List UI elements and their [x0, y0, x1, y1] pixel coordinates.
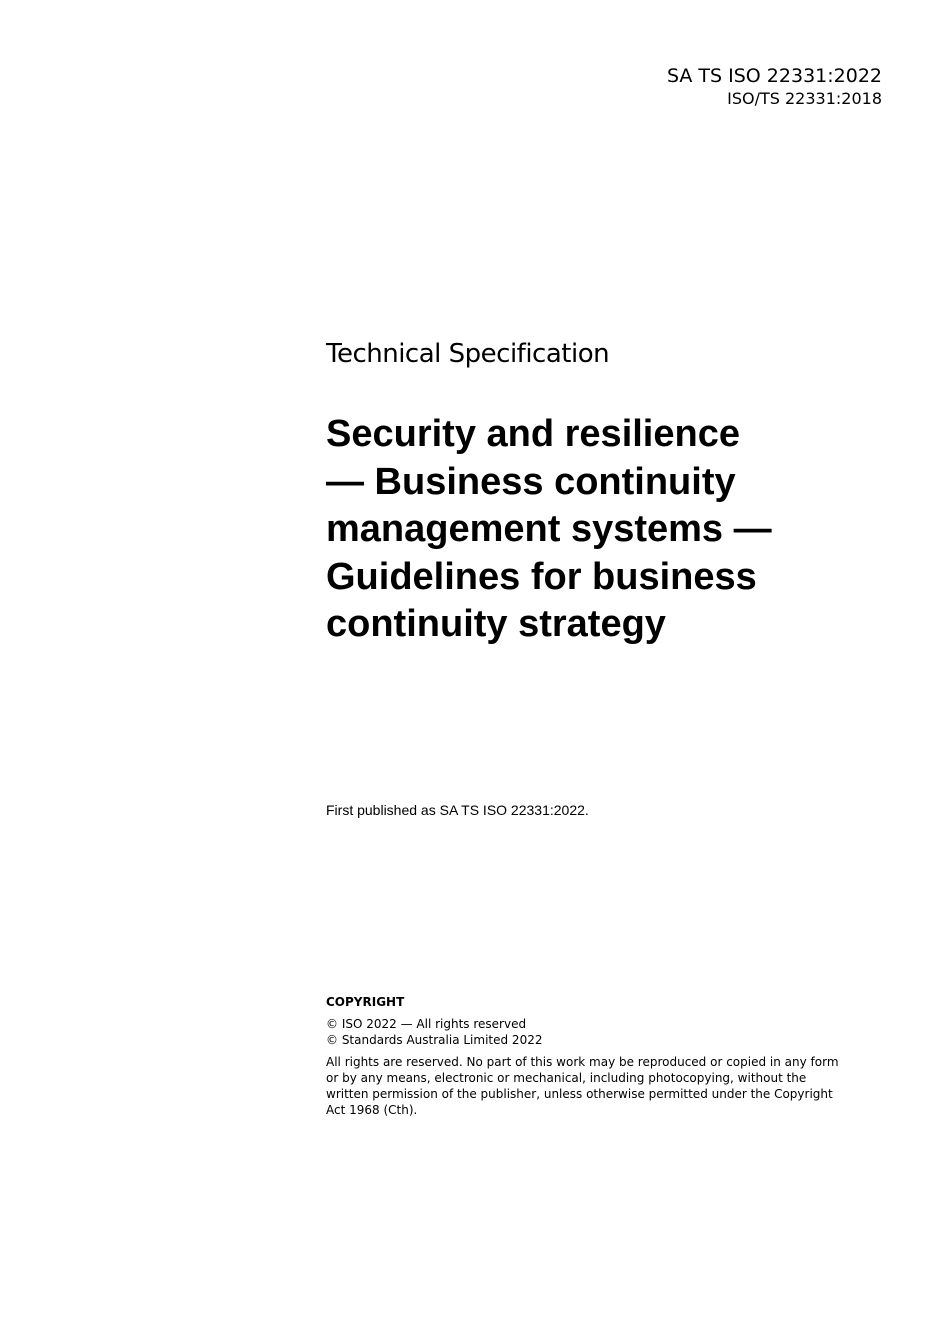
- document-header: [667, 64, 882, 110]
- copyright-line-standards-australia: © Standards Australia Limited 2022: [326, 1033, 543, 1047]
- copyright-block: [326, 994, 856, 1118]
- rights-reserved-text: All rights are reserved. No part of this work may be reproduced or copied in any form or by any means, electronic or mechanical, including photocopying, without the written permission of the publisher, unless otherwise permitted under the Copyright Act 1968 (Cth).: [326, 1055, 839, 1117]
- iso-document-number: ISO/TS 22331:2018: [727, 89, 882, 108]
- title-line: continuity strategy: [326, 603, 666, 645]
- document-type: Technical Specification: [326, 339, 610, 369]
- document-number: SA TS ISO 22331:2022: [666, 65, 882, 87]
- title-line: management systems —: [326, 508, 772, 550]
- document-title: [326, 411, 846, 649]
- copyright-heading: COPYRIGHT: [326, 995, 405, 1009]
- publication-note: First published as SA TS ISO 22331:2022.: [326, 802, 589, 818]
- title-line: Security and resilience: [326, 413, 740, 455]
- title-line: — Business continuity: [326, 460, 736, 503]
- copyright-line-iso: © ISO 2022 — All rights reserved: [326, 1017, 527, 1031]
- title-line: Guidelines for business: [326, 555, 757, 598]
